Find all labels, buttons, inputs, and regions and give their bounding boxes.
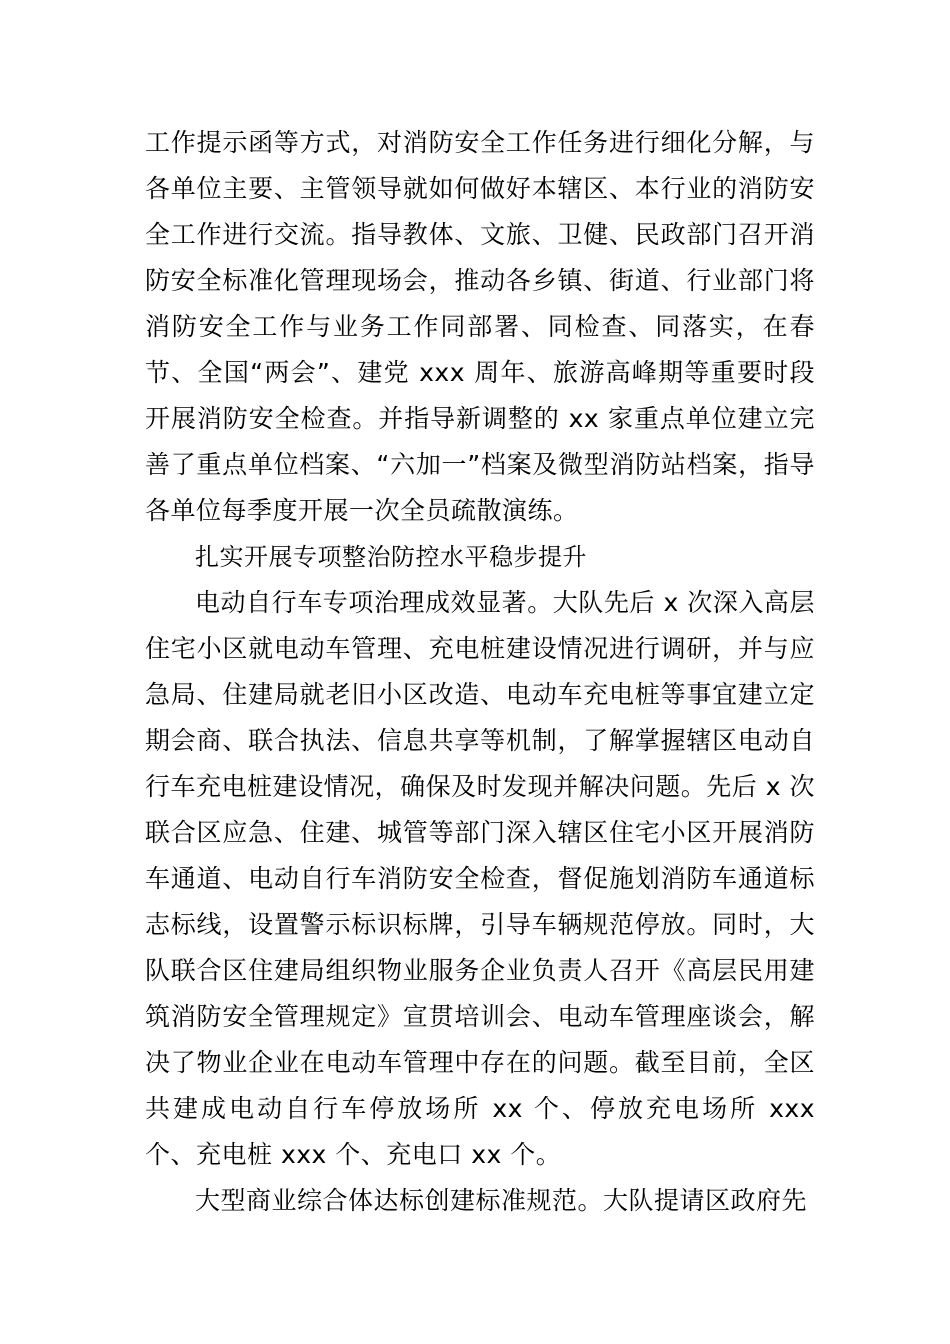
body-paragraph-2: 电动自行车专项治理成效显著。大队先后 x 次深入高层住宅小区就电动车管理、充电桩建设情况进行调研，并与应急局、住建局就老旧小区改造、电动车充电桩等事宜建立定期会商、联合执法、信息共享等机制，了解掌握辖区电动自行车充电桩建设情况，确保及时发现并解决问题。先后 x 次联合区应急、住建、城管等部门深入辖区住宅小区开展消防车通道、电动自行车消防安全检查，督促施划消防车通道标志标线，设置警示标识标牌，引导车辆规范停放。同时，大队联合区住建局组织物业服务企业负责人召开《高层民用建筑消防安全管理规定》宣贯培训会、电动车管理座谈会，解决了物业企业在电动车管理中存在的问题。截至目前，全区共建成电动自行车停放场所 xx 个、停放充电场所 xxx 个、充电桩 xxx 个、充电口 xx 个。 — [145, 588, 824, 1169]
body-paragraph-1: 工作提示函等方式，对消防安全工作任务进行细化分解，与各单位主要、主管领导就如何做好本辖区、本行业的消防安全工作进行交流。指导教体、文旅、卫健、民政部门召开消 防安全标准化管理现场会，推动各乡镇、街道、行业部门将消防安全工作与业务工作同部署、同检查、同落实，在春节、全国“两会”、建党 xxx 周年、旅游高峰期等重要时段开展消防安全检查。并指导新调整的 xx 家重点单位建立完善了重点单位档案、“六加一”档案及微型消防站档案，指导各单位每季度开展一次全员疏散演练。 — [145, 128, 824, 525]
document-page — [145, 120, 824, 1224]
body-paragraph-3: 大型商业综合体达标创建标准规范。大队提请区政府先 — [195, 1186, 808, 1215]
section-heading: 扎实开展专项整治防控水平稳步提升 — [195, 543, 587, 571]
